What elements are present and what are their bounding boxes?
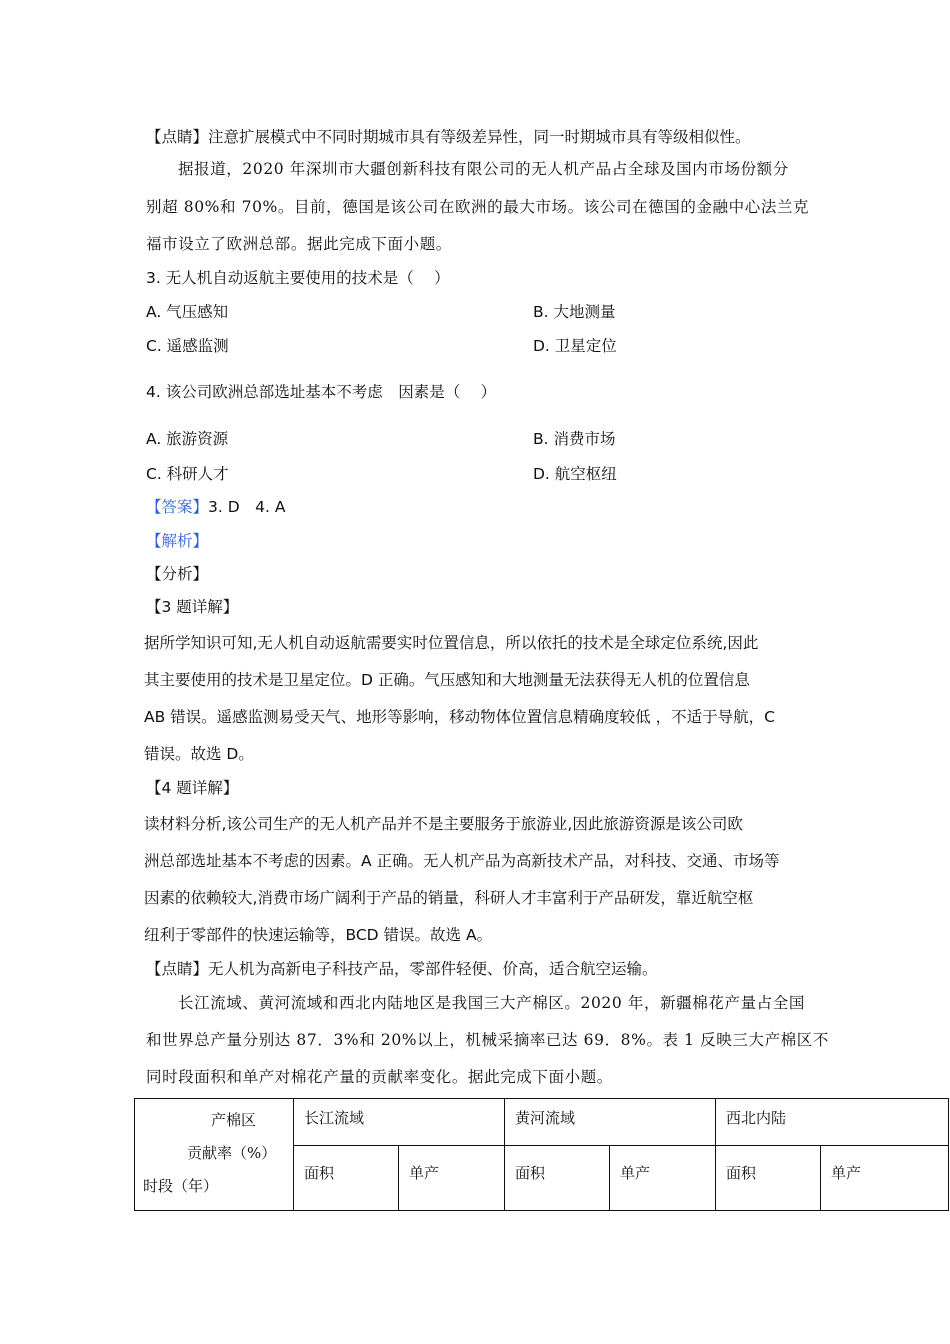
question-4-option-b: B. 消费市场 bbox=[533, 430, 616, 448]
table-header-row bbox=[135, 1099, 949, 1146]
region-northwest: 西北内陆 bbox=[716, 1099, 949, 1146]
answer-line bbox=[146, 496, 286, 518]
region-yangtze: 长江流域 bbox=[294, 1099, 505, 1146]
subheader-yield: 单产 bbox=[821, 1146, 949, 1211]
subheader-yield: 单产 bbox=[399, 1146, 505, 1211]
tip-sentence-1: 【点睛】注意扩展模式中不同时期城市具有等级差异性，同一时期城市具有等级相似性。 bbox=[146, 128, 751, 146]
detail-3-label: 【3 题详解】 bbox=[146, 598, 239, 616]
corner-rate-label: 贡献率（%） bbox=[187, 1144, 277, 1162]
detail-3-line-4: 错误。故选 D。 bbox=[144, 745, 254, 763]
region-yellow-river: 黄河流域 bbox=[505, 1099, 716, 1146]
material-2-line-2: 和世界总产量分别达 87．3%和 20%以上，机械采摘率已达 69．8%。表 1 反映三大产棉区不 bbox=[146, 1031, 829, 1049]
detail-4-line-3: 因素的依赖较大,消费市场广阔利于产品的销量，科研人才丰富利于产品研发，靠近航空枢 bbox=[144, 889, 754, 907]
answer-label: 【答案】 bbox=[146, 498, 209, 516]
detail-3-line-3: AB 错误。遥感监测易受天气、地形等影响，移动物体位置信息精确度较低 ，不适于导航，C bbox=[144, 708, 775, 726]
corner-period-label: 时段（年） bbox=[143, 1177, 219, 1195]
cotton-contribution-table bbox=[134, 1098, 949, 1211]
question-3-option-a: A. 气压感知 bbox=[146, 303, 229, 321]
table-corner-cell bbox=[135, 1099, 294, 1211]
corner-region-label: 产棉区 bbox=[211, 1111, 257, 1129]
material-2-line-3: 同时段面积和单产对棉花产量的贡献率变化。据此完成下面小题。 bbox=[146, 1068, 613, 1086]
analysis-label: 【解析】 bbox=[146, 532, 209, 550]
question-3-stem: 3. 无人机自动返航主要使用的技术是（ ） bbox=[146, 269, 450, 287]
detail-4-line-2: 洲总部选址基本不考虑的因素。A 正确。无人机产品为高新技术产品，对科技、交通、市场等 bbox=[144, 852, 780, 870]
material-1-line-1: 据报道，2020 年深圳市大疆创新科技有限公司的无人机产品占全球及国内市场份额分 bbox=[178, 160, 789, 178]
material-2-line-1: 长江流域、黄河流域和西北内陆地区是我国三大产棉区。2020 年，新疆棉花产量占全国 bbox=[178, 994, 805, 1012]
question-4-option-c: C. 科研人才 bbox=[146, 465, 229, 483]
subheader-area: 面积 bbox=[505, 1146, 610, 1211]
detail-4-line-1: 读材料分析,该公司生产的无人机产品并不是主要服务于旅游业,因此旅游资源是该公司欧 bbox=[144, 815, 743, 833]
subheader-area: 面积 bbox=[294, 1146, 399, 1211]
detail-4-label: 【4 题详解】 bbox=[146, 779, 239, 797]
question-3-option-b: B. 大地测量 bbox=[533, 303, 616, 321]
tip-sentence-2: 【点睛】无人机为高新电子科技产品，零部件轻便、价高，适合航空运输。 bbox=[146, 960, 658, 978]
subheader-yield: 单产 bbox=[610, 1146, 716, 1211]
question-4-option-a: A. 旅游资源 bbox=[146, 430, 229, 448]
question-3-option-c: C. 遥感监测 bbox=[146, 337, 229, 355]
fenxi-label: 【分析】 bbox=[146, 565, 209, 583]
material-1-line-2: 别超 80%和 70%。目前，德国是该公司在欧洲的最大市场。该公司在德国的金融中心法兰克 bbox=[146, 198, 810, 216]
question-4-stem: 4. 该公司欧洲总部选址基本不考虑 因素是（ ） bbox=[146, 383, 497, 401]
detail-3-line-2: 其主要使用的技术是卫星定位。D 正确。气压感知和大地测量无法获得无人机的位置信息 bbox=[144, 671, 750, 689]
subheader-area: 面积 bbox=[716, 1146, 821, 1211]
question-3-option-d: D. 卫星定位 bbox=[533, 337, 617, 355]
question-4-option-d: D. 航空枢纽 bbox=[533, 465, 617, 483]
detail-4-line-4: 纽利于零部件的快速运输等，BCD 错误。故选 A。 bbox=[144, 926, 493, 944]
answer-text: 3. D 4. A bbox=[208, 498, 286, 516]
detail-3-line-1: 据所学知识可知,无人机自动返航需要实时位置信息，所以依托的技术是全球定位系统,因此 bbox=[144, 634, 759, 652]
material-1-line-3: 福市设立了欧洲总部。据此完成下面小题。 bbox=[146, 235, 452, 253]
